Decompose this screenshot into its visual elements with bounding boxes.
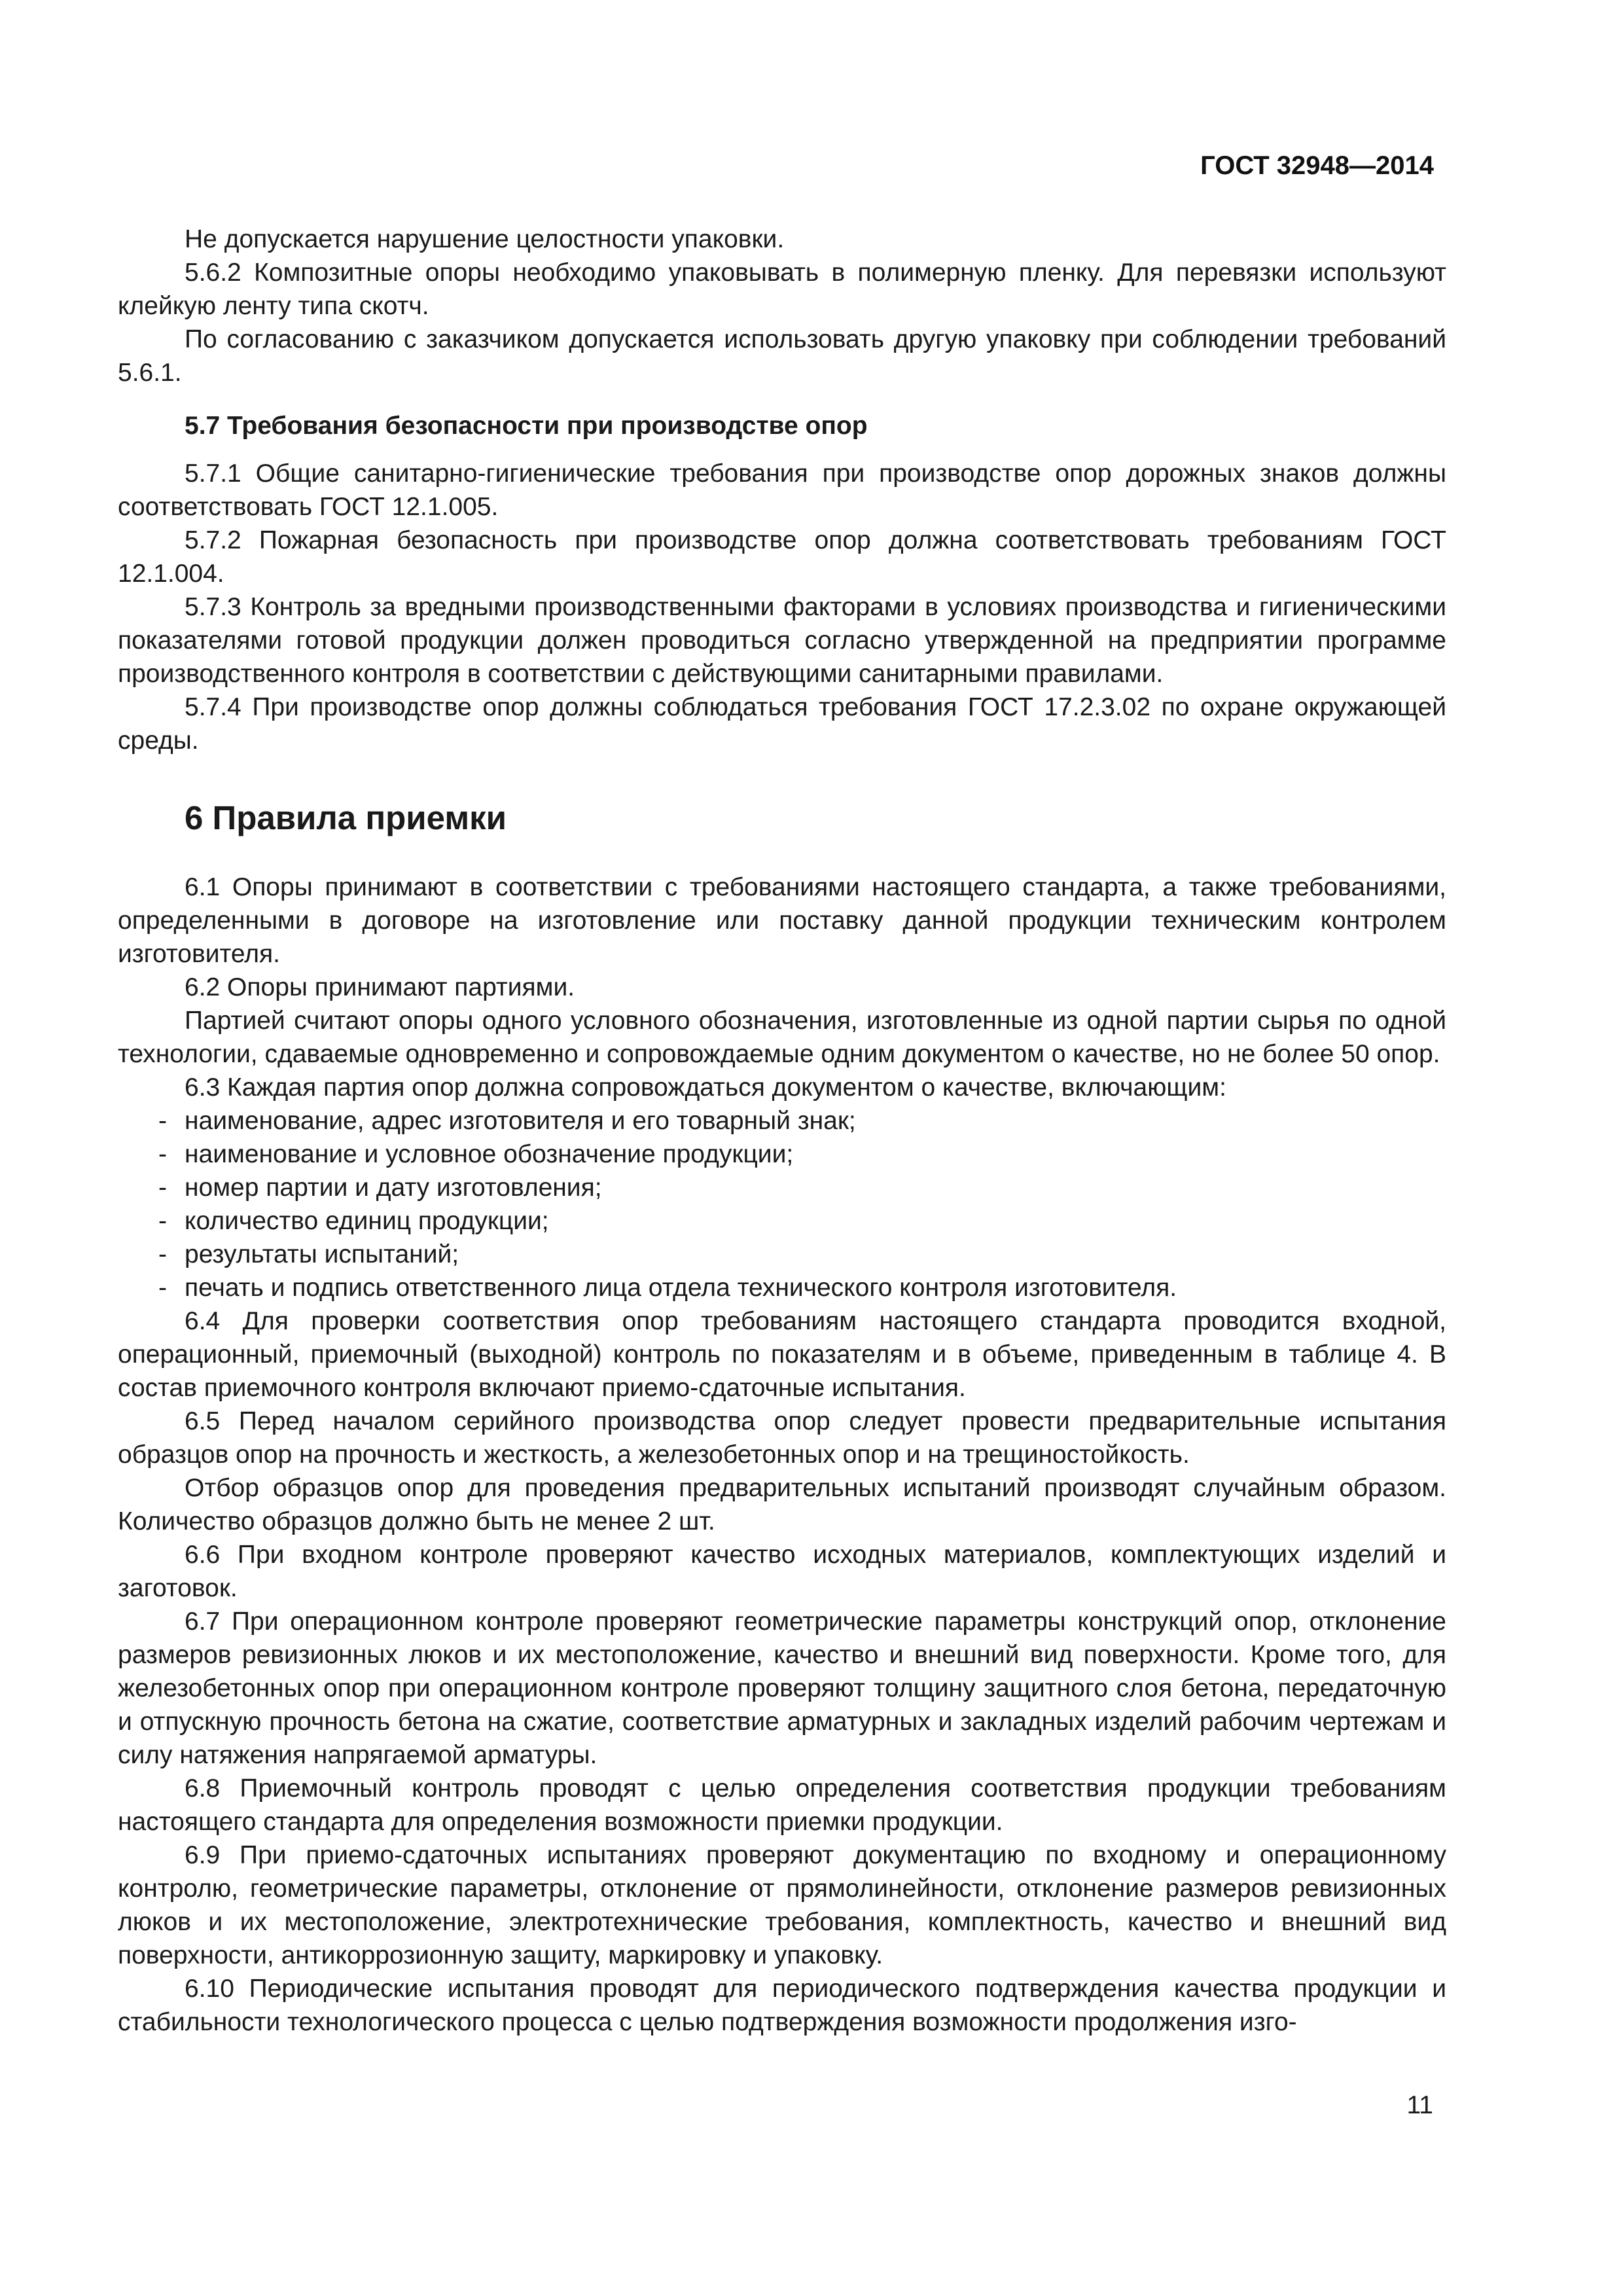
paragraph-6-2: 6.2 Опоры принимают партиями. [185, 973, 575, 1001]
paragraph-6-10: 6.10 Периодические испытания проводят для периодического подтверждения качества продукции и стабильности технологического процесса с целью подтверждения возможности продолжения изго- [118, 1975, 1446, 2036]
list-item-text: количество единиц продукции; [185, 1207, 549, 1235]
list-dash: - [158, 1274, 167, 1302]
page-content [118, 223, 1446, 2039]
list-item-text: печать и подпись ответственного лица отдела технического контроля изготовителя. [185, 1274, 1177, 1302]
subsection-title-5-7: 5.7 Требования безопасности при производстве опор [185, 412, 868, 440]
list-item [118, 1204, 1446, 1238]
list-dash: - [158, 1207, 167, 1235]
document-header-code: ГОСТ 32948—2014 [1200, 151, 1434, 180]
list-item-text: наименование, адрес изготовителя и его товарный знак; [185, 1107, 856, 1135]
list-item [118, 1138, 1446, 1171]
list-item [118, 1171, 1446, 1204]
paragraph: Не допускается нарушение целостности упаковки. [185, 225, 785, 253]
paragraph-5-7-1: 5.7.1 Общие санитарно-гигиенические требования при производстве опор дорожных знаков должны соответствовать ГОСТ 12.1.005. [118, 459, 1446, 521]
list-item [118, 1104, 1446, 1138]
list-item-text: результаты испытаний; [185, 1240, 459, 1268]
paragraph-5-7-2: 5.7.2 Пожарная безопасность при производстве опор должна соответствовать требованиям ГОСТ 12.1.004. [118, 526, 1446, 588]
paragraph-6-3: 6.3 Каждая партия опор должна сопровождаться документом о качестве, включающим: [185, 1073, 1226, 1102]
list-dash: - [158, 1107, 167, 1135]
paragraph-5-6-2: 5.6.2 Композитные опоры необходимо упаковывать в полимерную пленку. Для перевязки используют клейкую ленту типа скотч. [118, 259, 1446, 320]
quality-document-list [118, 1104, 1446, 1304]
paragraph-6-4: 6.4 Для проверки соответствия опор требованиям настоящего стандарта проводится входной, операционный, приемочный (выходной) контроль по показателям и в объеме, приведенным в таблице 4. В состав приемочного контроля включают приемо-сдаточные испытания. [118, 1307, 1446, 1402]
paragraph-6-9: 6.9 При приемо-сдаточных испытаниях проверяют документацию по входному и операционному контролю, геометрические параметры, отклонение от прямолинейности, отклонение размеров ревизионных люков и их местоположение, электротехнические требования, комплектность, качество и внешний вид поверхности, антикоррозионную защиту, маркировку и упаковку. [118, 1841, 1446, 1969]
list-item-text: наименование и условное обозначение продукции; [185, 1140, 794, 1168]
section-title-6: 6 Правила приемки [185, 799, 507, 836]
list-dash: - [158, 1240, 167, 1268]
list-item [118, 1238, 1446, 1271]
paragraph-6-5: 6.5 Перед началом серийного производства опор следует провести предварительные испытания образцов опор на прочность и жесткость, а железобетонных опор и на трещиностойкость. [118, 1407, 1446, 1469]
page-number: 11 [1406, 2091, 1433, 2119]
list-dash: - [158, 1140, 167, 1168]
paragraph-6-8: 6.8 Приемочный контроль проводят с целью определения соответствия продукции требованиям настоящего стандарта для определения возможности приемки продукции. [118, 1774, 1446, 1836]
paragraph-6-1: 6.1 Опоры принимают в соответствии с требованиями настоящего стандарта, а также требованиями, определенными в договоре на изготовление или поставку данной продукции техническим контролем изготовителя. [118, 873, 1446, 968]
list-dash: - [158, 1174, 167, 1202]
paragraph: Отбор образцов опор для проведения предварительных испытаний производят случайным образом. Количество образцов должно быть не менее 2 шт. [118, 1474, 1446, 1535]
list-item [118, 1271, 1446, 1304]
paragraph: Партией считают опоры одного условного обозначения, изготовленные из одной партии сырья по одной технологии, сдаваемые одновременно и сопровождаемые одним документом о качестве, но не более 50 опор. [118, 1007, 1446, 1068]
paragraph-5-7-3: 5.7.3 Контроль за вредными производственными факторами в условиях производства и гигиеническими показателями готовой продукции должен проводиться согласно утвержденной на предприятии программе производственного контроля в соответствии с действующими санитарными правилами. [118, 593, 1446, 688]
paragraph: По согласованию с заказчиком допускается использовать другую упаковку при соблюдении требований 5.6.1. [118, 325, 1446, 387]
list-item-text: номер партии и дату изготовления; [185, 1174, 602, 1202]
paragraph-6-7: 6.7 При операционном контроле проверяют геометрические параметры конструкций опор, отклонение размеров ревизионных люков и их местоположение, качество и внешний вид поверхности. Кроме того, для железобетонных опор при операционном контроле проверяют толщину защитного слоя бетона, передаточную и отпускную прочность бетона на сжатие, соответствие арматурных и закладных изделий рабочим чертежам и силу натяжения напрягаемой арматуры. [118, 1607, 1446, 1769]
paragraph-5-7-4: 5.7.4 При производстве опор должны соблюдаться требования ГОСТ 17.2.3.02 по охране окружающей среды. [118, 693, 1446, 755]
paragraph-6-6: 6.6 При входном контроле проверяют качество исходных материалов, комплектующих изделий и заготовок. [118, 1541, 1446, 1602]
